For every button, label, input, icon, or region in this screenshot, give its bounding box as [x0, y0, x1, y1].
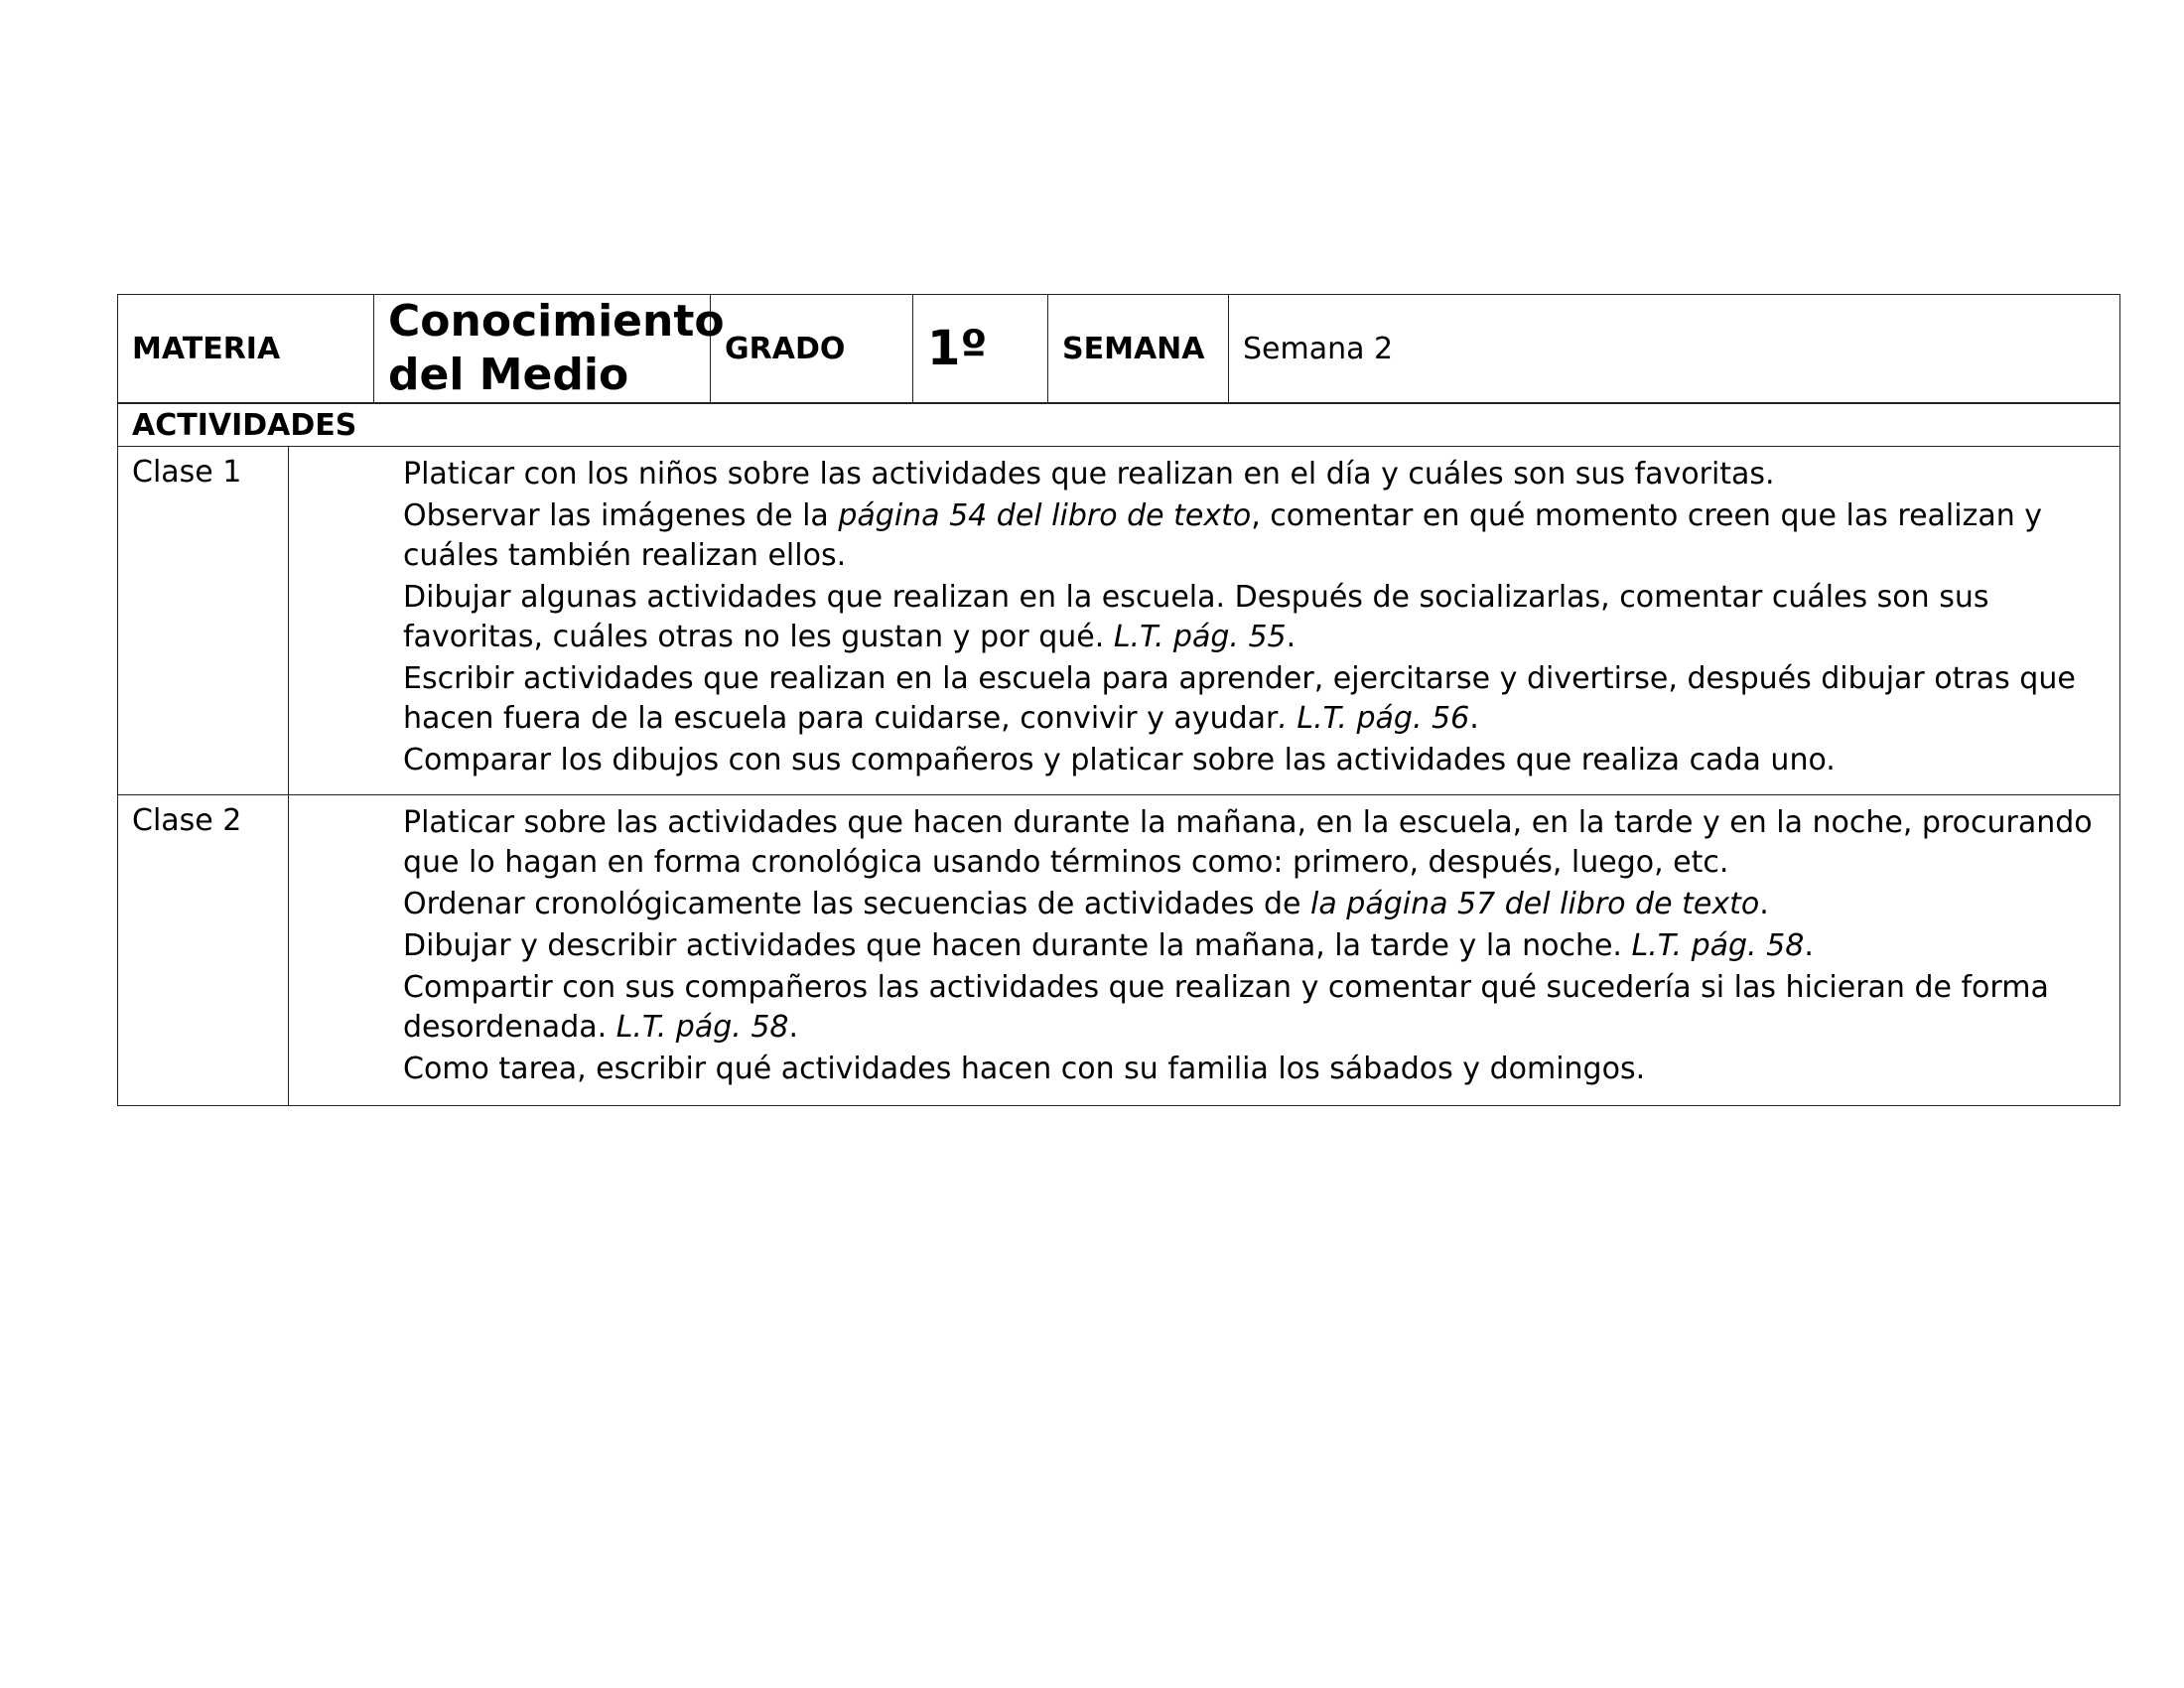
clase2-p3-text: Dibujar y describir actividades que hacen durante la mañana, la tarde y la noche.	[403, 928, 1632, 963]
clase1-row	[118, 447, 2120, 795]
grado-value-cell	[913, 295, 1048, 403]
clase2-paragraph-4	[403, 968, 2100, 1048]
clase1-paragraph-4	[403, 659, 2100, 739]
materia-value-line1: Conocimiento	[388, 296, 725, 347]
clase1-paragraph-5: Comparar los dibujos con sus compañeros y platicar sobre las actividades que realiza cada uno.	[403, 743, 1836, 777]
clase1-p2-ref: página 54 del libro de texto	[838, 498, 1252, 533]
clase2-paragraph-1: Platicar sobre las actividades que hacen durante la mañana, en la escuela, en la tarde y en la noche, procurando que lo hagan en forma cronológica usando términos como: primero, después, luego, etc.	[403, 805, 2093, 880]
materia-label-cell	[118, 295, 374, 403]
clase2-paragraph-3	[403, 926, 2100, 966]
semana-value-cell	[1229, 295, 2120, 403]
clase2-p3-tail: .	[1804, 928, 1814, 963]
semana-label: SEMANA	[1062, 331, 1205, 366]
clase2-content	[289, 795, 2120, 1106]
clase1-paragraph-3	[403, 578, 2100, 657]
clase1-p3-text: Dibujar algunas actividades que realizan en la escuela. Después de socializarlas, comentar cuáles son sus favoritas, cuáles otras no les gustan y por qué.	[403, 580, 1989, 654]
clase2-row	[118, 795, 2120, 1106]
clase1-p3-tail: .	[1286, 620, 1297, 654]
semana-label-cell	[1048, 295, 1229, 403]
materia-value-line2: del Medio	[388, 350, 629, 400]
clase2-p4-text: Compartir con sus compañeros las actividades que realizan y comentar qué sucedería si las hicieran de forma desordenada.	[403, 970, 2049, 1045]
clase1-paragraph-1: Platicar con los niños sobre las actividades que realizan en el día y cuáles son sus favoritas.	[403, 457, 1775, 492]
clase2-p4-tail: .	[788, 1010, 799, 1045]
clase2-label: Clase 2	[118, 795, 289, 1106]
clase2-p2-text: Ordenar cronológicamente las secuencias de actividades de	[403, 887, 1311, 921]
clase1-p2-text: Observar las imágenes de la	[403, 498, 839, 533]
clase1-p4-tail: .	[1469, 701, 1479, 736]
clase1-label: Clase 1	[118, 447, 289, 795]
clase1-p2-tail: , comentar en qué momento creen que las realizan y cuáles también realizan ellos.	[403, 498, 2043, 573]
clase2-p4-ref: L.T. pág. 58	[615, 1010, 789, 1045]
materia-label: MATERIA	[132, 331, 281, 366]
clase2-p2-tail: .	[1759, 887, 1769, 921]
grado-label: GRADO	[725, 331, 846, 366]
activities-table	[117, 403, 2120, 1106]
clase1-paragraph-2	[403, 496, 2100, 576]
clase1-content	[289, 447, 2120, 795]
header-table	[117, 294, 2120, 403]
clase2-p2-ref: la página 57 del libro de texto	[1310, 887, 1760, 921]
activities-title: ACTIVIDADES	[118, 404, 2120, 447]
grado-label-cell	[711, 295, 913, 403]
clase2-p3-ref: L.T. pág. 58	[1631, 928, 1805, 963]
semana-value: Semana 2	[1243, 331, 1394, 366]
clase2-paragraph-2	[403, 885, 2100, 924]
materia-value-cell	[374, 295, 725, 403]
clase1-p4-ref: . L.T. pág. 56	[1278, 701, 1470, 736]
clase2-paragraph-5: Como tarea, escribir qué actividades hacen con su familia los sábados y domingos.	[403, 1052, 1646, 1086]
grado-value: 1º	[927, 321, 988, 376]
clase1-p4-text: Escribir actividades que realizan en la escuela para aprender, ejercitarse y divertirse, después dibujar otras que hacen fuera de la escuela para cuidarse, convivir y ayudar	[403, 661, 2076, 736]
clase1-p3-ref: L.T. pág. 55	[1113, 620, 1287, 654]
